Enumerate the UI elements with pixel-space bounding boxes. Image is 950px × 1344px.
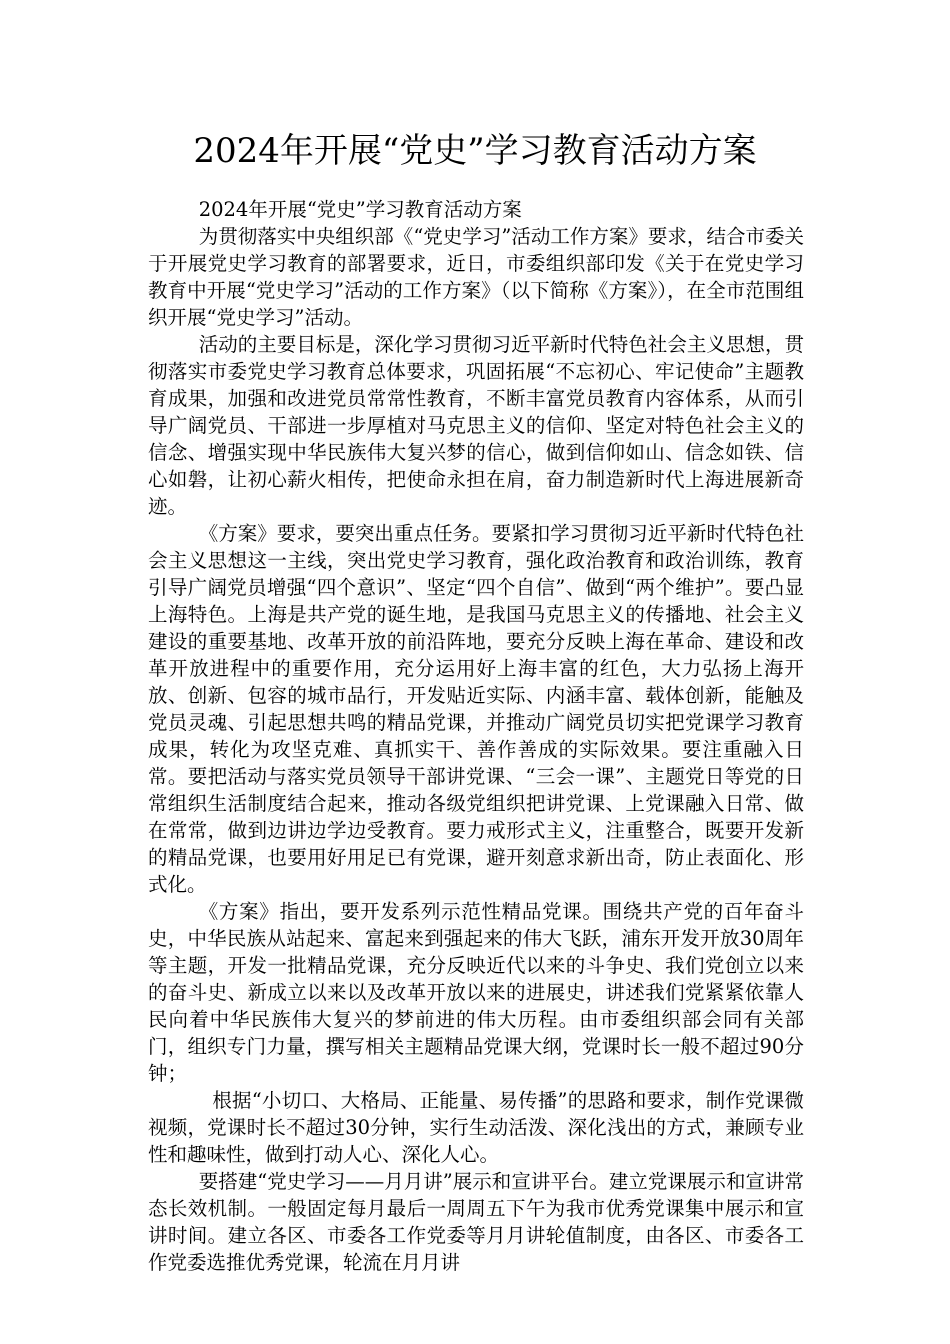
paragraph: 《方案》指出，要开发系列示范性精品党课。围绕共产党的百年奋斗史，中华民族从站起来、富起来到强起来的伟大飞跃，浦东开发开放30周年等主题，开发一批精品党课，充分反映近代以来的斗争史、我们党创立以来的奋斗史、新成立以来以及改革开放以来的进展史，讲述我们党紧紧依靠人民向着中华民族伟大复兴的梦前进的伟大历程。由市委组织部会同有关部门，组织专门力量，撰写相关主题精品党课大纲，党课时长一般不超过90分钟；	[148, 900, 804, 1085]
document-title: 2024年开展“党史”学习教育活动方案	[193, 131, 757, 171]
paragraph: 要搭建“党史学习——月月讲”展示和宣讲平台。建立党课展示和宣讲常态长效机制。一般固定每月最后一周周五下午为我市优秀党课集中展示和宣讲时间。建立各区、市委各工作党委等月月讲轮值制度，由各区、市委各工作党委选推优秀党课，轮流在月月讲	[148, 1170, 804, 1274]
paragraph-subtitle: 2024年开展“党史”学习教育活动方案	[198, 198, 522, 221]
paragraph: 为贯彻落实中央组织部《“党史学习”活动工作方案》要求，结合市委关于开展党史学习教育的部署要求，近日，市委组织部印发《关于在党史学习教育中开展“党史学习”活动的工作方案》（以下简称《方案》），在全市范围组织开展“党史学习”活动。	[148, 225, 804, 329]
document-body	[148, 196, 804, 1276]
paragraph: 《方案》要求，要突出重点任务。要紧扣学习贯彻习近平新时代特色社会主义思想这一主线，突出党史学习教育，强化政治教育和政治训练，教育引导广阔党员增强“四个意识”、坚定“四个自信”、做到“两个维护”。要凸显上海特色。上海是共产党的诞生地，是我国马克思主义的传播地、社会主义建设的重要基地、改革开放的前沿阵地，要充分反映上海在革命、建设和改革开放进程中的重要作用，充分运用好上海丰富的红色，大力弘扬上海开放、创新、包容的城市品行，开发贴近实际、内涵丰富、载体创新，能触及党员灵魂、引起思想共鸣的精品党课，并推动广阔党员切实把党课学习教育成果，转化为攻坚克难、真抓实干、善作善成的实际效果。要注重融入日常。要把活动与落实党员领导干部讲党课、“三会一课”、主题党日等党的日常组织生活制度结合起来，推动各级党组织把讲党课、上党课融入日常、做在常常，做到边讲边学边受教育。要力戒形式主义，注重整合，既要开发新的精品党课，也要用好用足已有党课，避开刻意求新出奇，防止表面化、形式化。	[148, 522, 804, 896]
paragraph: 根据“小切口、大格局、正能量、易传播”的思路和要求，制作党课微视频，党课时长不超过30分钟，实行生动活泼、深化浅出的方式，兼顾专业性和趣味性，做到打动人心、深化人心。	[148, 1089, 804, 1166]
paragraph: 活动的主要目标是，深化学习贯彻习近平新时代特色社会主义思想，贯彻落实市委党史学习教育总体要求，巩固拓展“不忘初心、牢记使命”主题教育成果，加强和改进党员常常性教育，不断丰富党员教育内容体系，从而引导广阔党员、干部进一步厚植对马克思主义的信仰、坚定对特色社会主义的信念、增强实现中华民族伟大复兴梦的信心，做到信仰如山、信念如铁、信心如磐，让初心薪火相传，把使命永担在肩，奋力制造新时代上海进展新奇迹。	[148, 333, 804, 518]
